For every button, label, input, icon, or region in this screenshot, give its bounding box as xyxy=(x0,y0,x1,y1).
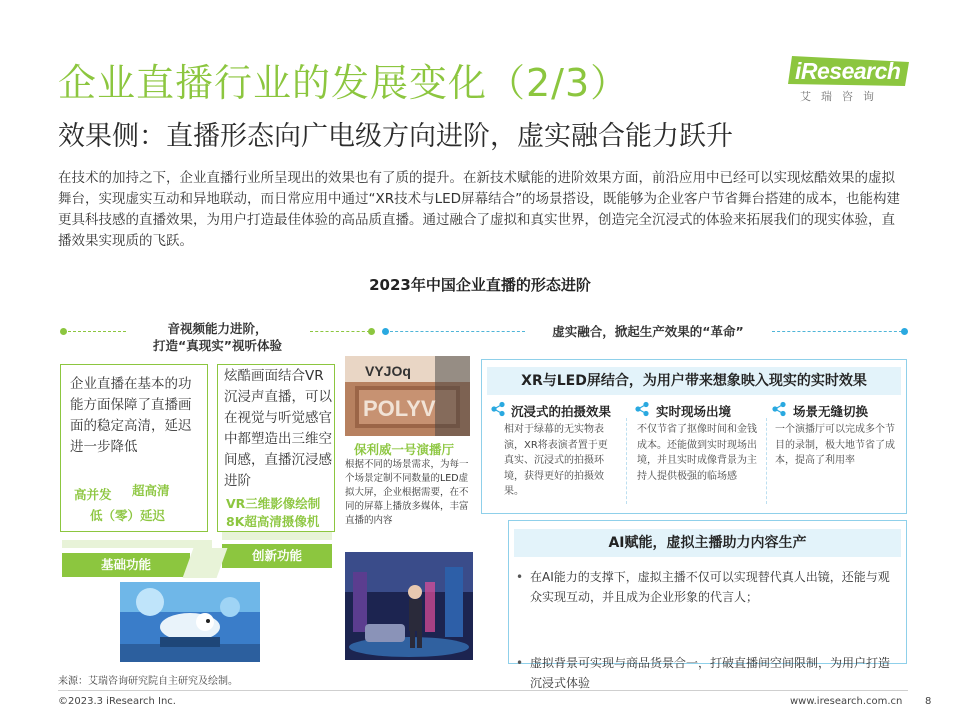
timeline-dot xyxy=(60,328,67,335)
innovative-function-label: 创新功能 xyxy=(222,544,332,568)
footer-divider xyxy=(58,690,908,691)
timeline-line xyxy=(772,331,902,332)
logo-cn: 艾瑞咨询 xyxy=(800,90,884,103)
polyv-sign: VYJOq xyxy=(365,363,411,379)
bullet-icon: • xyxy=(516,570,524,584)
feature-divider xyxy=(766,418,767,504)
phase-right-label: 虚实融合，掀起生产效果的“革命” xyxy=(552,324,744,339)
page-number: 8 xyxy=(925,696,932,707)
share-nodes-icon xyxy=(634,401,650,417)
polyv-studio-image xyxy=(345,356,470,436)
ai-item-text: 在AI能力的支撑下，虚拟主播不仅可以实现替代真人出镜，还能与观众实现互动，并且成为企业形象的代言人； xyxy=(530,570,890,604)
tag-ultra-hd: 超高清 xyxy=(132,483,170,498)
studio-caption: 保利威一号演播厅 xyxy=(354,442,455,457)
source-note: 来源：艾瑞咨询研究院自主研究及绘制。 xyxy=(58,676,238,687)
timeline-line xyxy=(310,331,370,332)
ribbon-decoration xyxy=(222,532,332,540)
feature-title-realtime: 实时现场出境 xyxy=(656,404,732,419)
feature-desc-realtime: 不仅节省了抠像时间和金钱成本。还能做到实时现场出境，并且实时成像背景为主持人提供极强的临场感 xyxy=(637,424,757,482)
polyv-sign-large: POLYV xyxy=(363,396,436,421)
feature-title-seamless: 场景无缝切换 xyxy=(793,404,869,419)
ai-list-item xyxy=(516,653,899,693)
tag-low-latency: 低（零）延迟 xyxy=(90,508,166,523)
ribbon-decoration xyxy=(62,540,212,548)
feature-desc-seamless: 一个演播厅可以完成多个节目的录制，极大地节省了成本，提高了利用率 xyxy=(775,424,895,466)
basic-function-text: 企业直播在基本的功能方面保障了直播画面的稳定高清，延迟进一步降低 xyxy=(70,376,192,455)
innovative-function-text: 炫酷画面结合VR沉浸声直播，可以在视觉与听觉感官中都塑造出三维空间感，直播沉浸感进阶 xyxy=(224,368,332,489)
ai-title: AI赋能，虚拟主播助力内容生产 xyxy=(514,529,901,557)
ai-item-text: 虚拟背景可实现与商品货景合一，打破直播间空间限制，为用户打造沉浸式体验 xyxy=(530,656,891,690)
phase-left-label: 音视频能力进阶， 打造“真现实”视听体验 xyxy=(153,321,282,353)
tag-8k-camera: 8K超高清摄像机 xyxy=(226,514,320,529)
intro-paragraph: 在技术的加持之下，企业直播行业所呈现出的效果也有了质的提升。在新技术赋能的进阶效果方面，前沿应用中已经可以实现炫酷效果的虚拟舞台，实现虚实互动和异地联动，而日常应用中通过“XR技术与LED屏幕结合”的场景搭设，既能够为企业客户节省舞台搭建的成本，也能构建更具科技感的直播效果，为用户打造最佳体验的高品质直播。通过融合了虚拟和真实世界，创造完全沉浸式的体验来拓展我们的现实体验，直播效果实现质的飞跃。 xyxy=(58,170,901,249)
tag-vr-imaging: VR三维影像绘制 xyxy=(226,496,321,511)
feature-desc-immersive: 相对于绿幕的无实物表演，XR将表演者置于更真实、沉浸式的拍摄环境，获得更好的拍摄效果。 xyxy=(504,424,608,497)
copyright: ©2023.3 iResearch Inc. xyxy=(58,696,176,707)
timeline-dot xyxy=(382,328,389,335)
timeline-line xyxy=(390,331,525,332)
basic-function-label: 基础功能 xyxy=(62,553,190,577)
feature-divider xyxy=(626,418,627,504)
virtual-stage-image xyxy=(120,582,260,662)
logo-brand: iResearch xyxy=(795,58,901,84)
xr-led-title: XR与LED屏结合，为用户带来想象映入现实的实时效果 xyxy=(487,367,901,395)
bullet-icon: • xyxy=(516,656,524,670)
share-nodes-icon xyxy=(771,401,787,417)
share-nodes-icon xyxy=(490,401,506,417)
timeline-line xyxy=(68,331,126,332)
chart-title: 2023年中国企业直播的形态进阶 xyxy=(369,276,591,294)
timeline-dot xyxy=(901,328,908,335)
website-link[interactable]: www.iresearch.com.cn xyxy=(790,696,903,707)
page-title: 企业直播行业的发展变化（2/3） xyxy=(58,61,630,105)
feature-title-immersive: 沉浸式的拍摄效果 xyxy=(511,404,612,419)
ai-list-item xyxy=(516,567,899,607)
virtual-host-image xyxy=(345,552,473,660)
studio-description: 根据不同的场景需求，为每一个场景定制不同数量的LED虚拟大屏，企业根据需要，在不同的屏幕上播放多媒体，丰富直播的内容 xyxy=(345,459,469,526)
tag-high-concurrency: 高并发 xyxy=(74,487,112,502)
page-subtitle: 效果侧：直播形态向广电级方向进阶，虚实融合能力跃升 xyxy=(58,121,733,152)
timeline-dot xyxy=(368,328,375,335)
